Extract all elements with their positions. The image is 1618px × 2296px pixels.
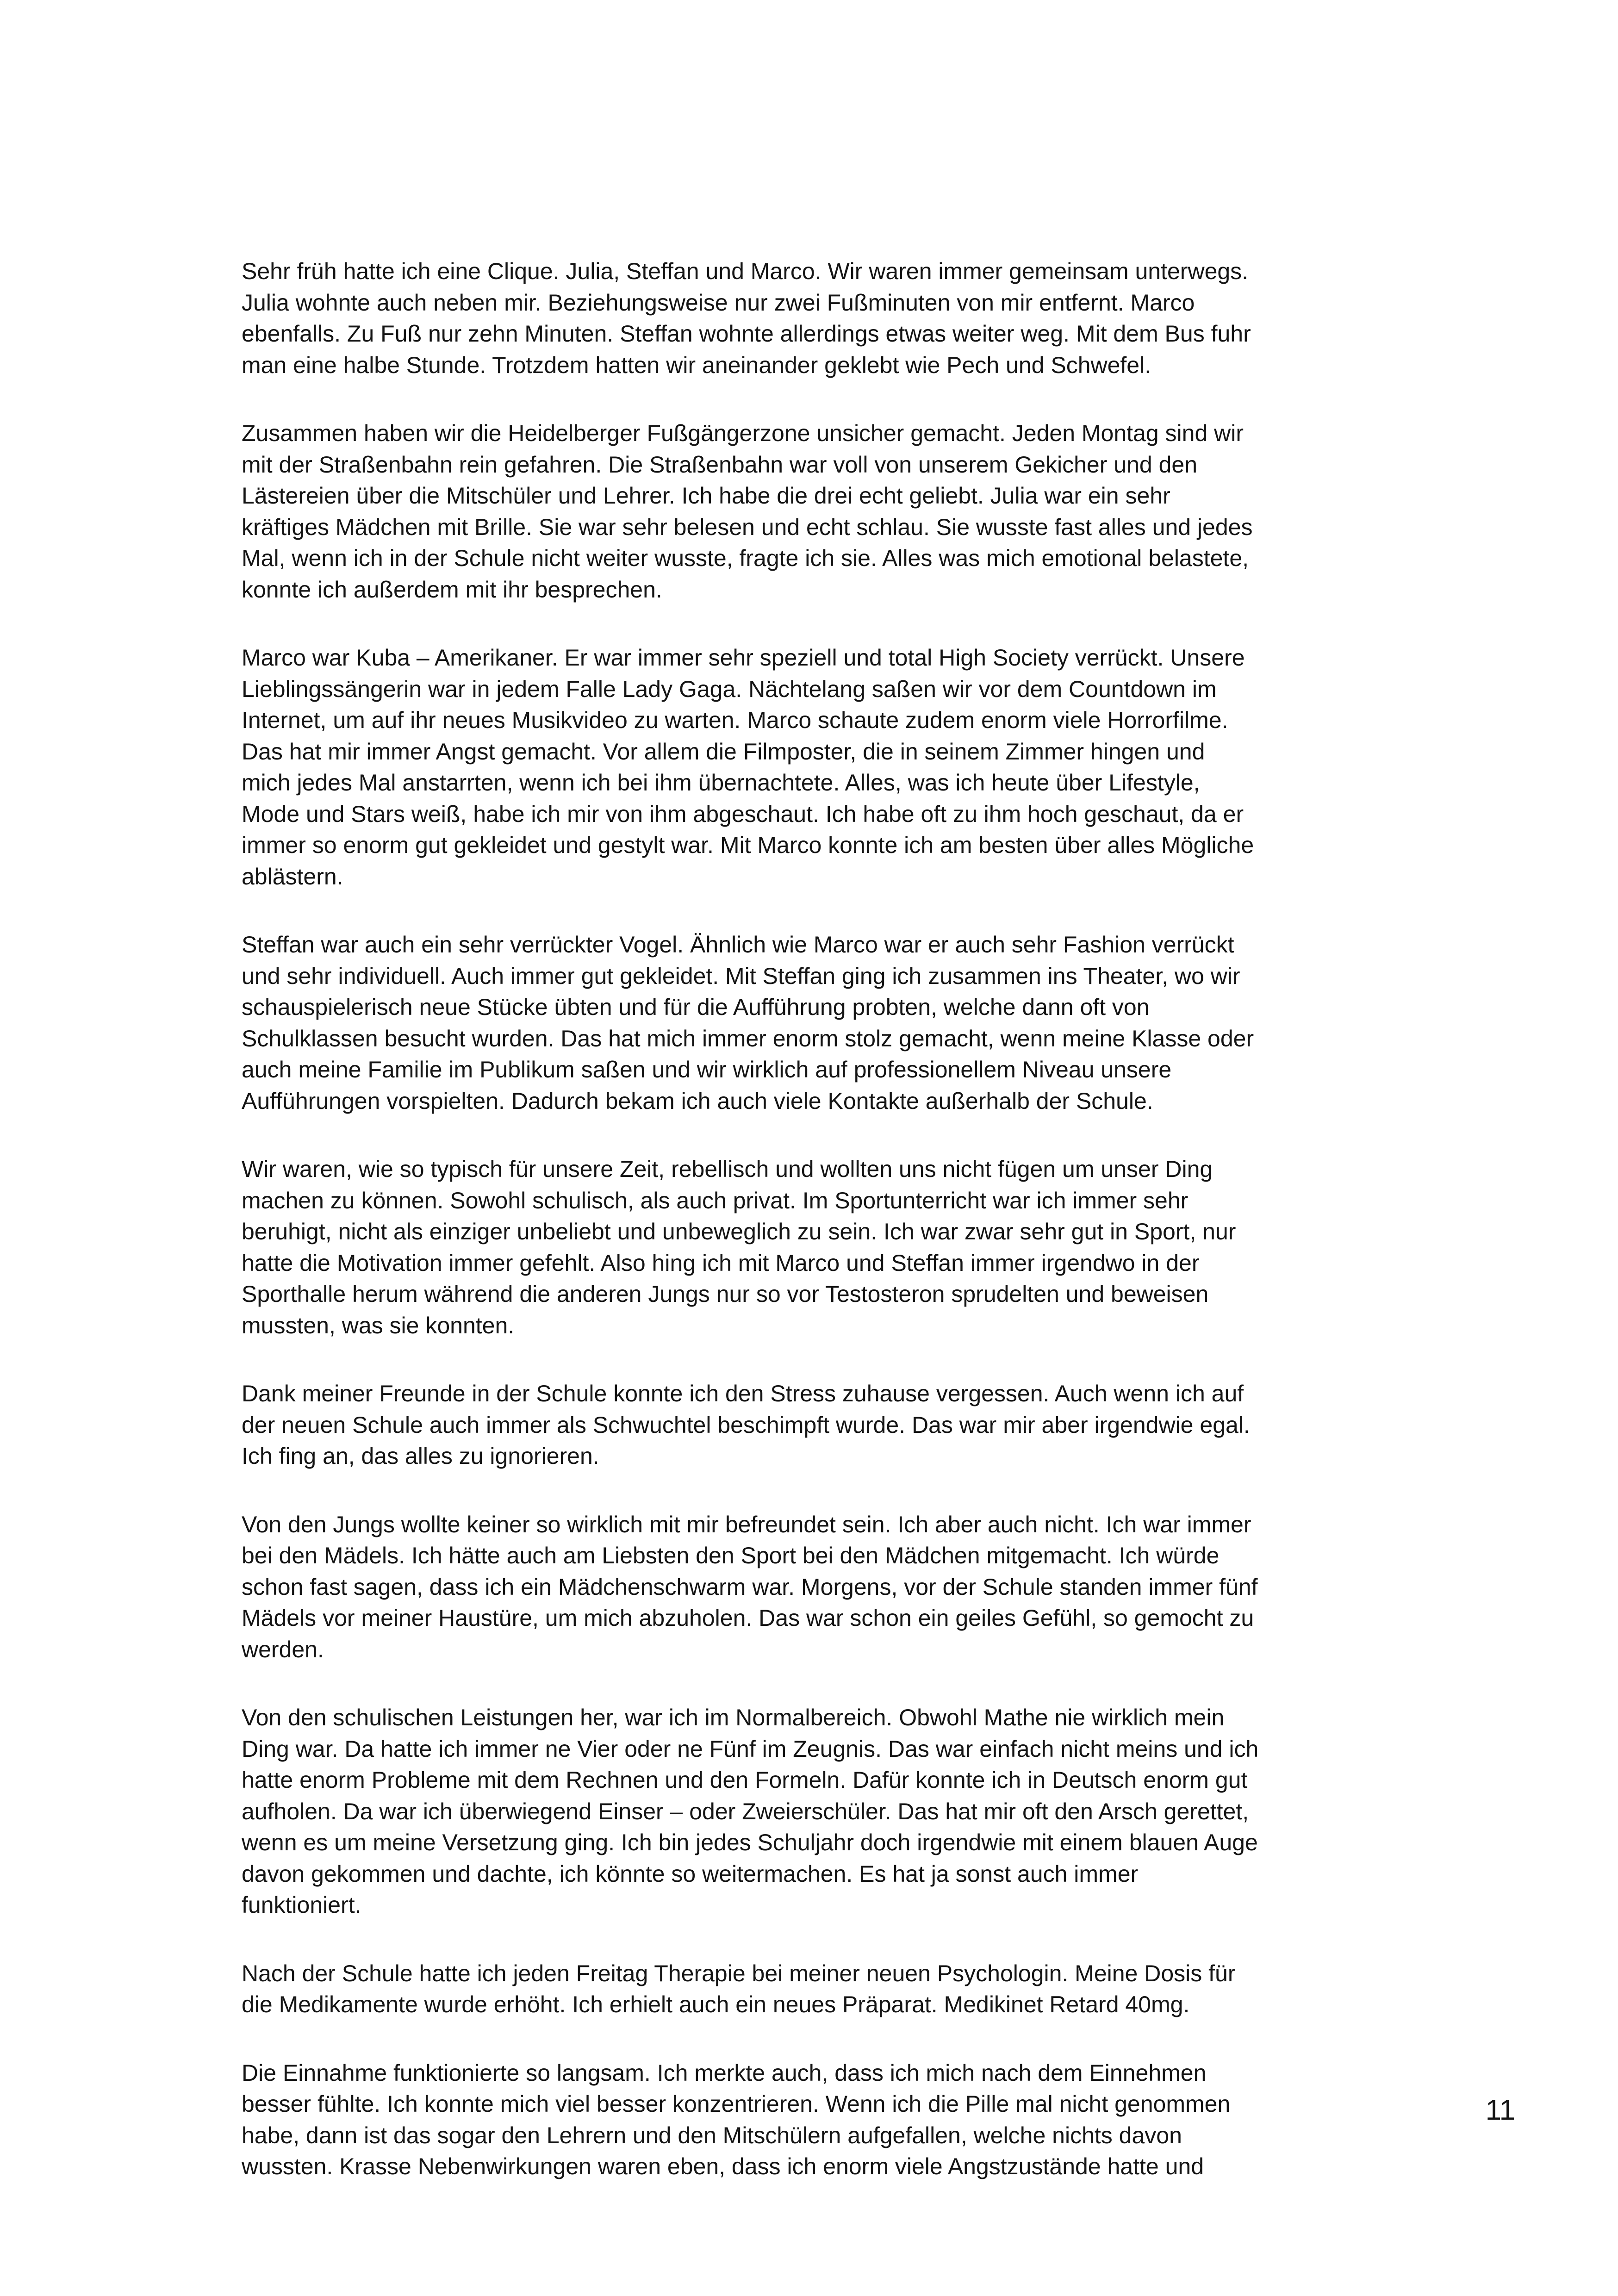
text-line: Sehr früh hatte ich eine Clique. Julia, Steffan und Marco. Wir waren immer gemeinsam unterwegs.	[242, 258, 1249, 284]
paragraph	[242, 1378, 1389, 1472]
text-line: habe, dann ist das sogar den Lehrern und den Mitschülern aufgefallen, welche nichts davon	[242, 2122, 1182, 2148]
paragraph	[242, 2058, 1389, 2183]
text-line: der neuen Schule auch immer als Schwuchtel beschimpft wurde. Das war mir aber irgendwie egal.	[242, 1412, 1250, 1438]
text-line: Lieblingssängerin war in jedem Falle Lady Gaga. Nächtelang saßen wir vor dem Countdown im	[242, 676, 1217, 702]
text-line: auch meine Familie im Publikum saßen und wir wirklich auf professionellem Niveau unsere	[242, 1057, 1172, 1083]
text-line: ablästern.	[242, 863, 343, 890]
text-line: Marco war Kuba – Amerikaner. Er war immer sehr speziell und total High Society verrückt. Unsere	[242, 645, 1245, 671]
text-line: Dank meiner Freunde in der Schule konnte ich den Stress zuhause vergessen. Auch wenn ich auf	[242, 1381, 1244, 1406]
paragraph	[242, 1958, 1389, 2021]
text-line: Lästereien über die Mitschüler und Lehrer. Ich habe die drei echt geliebt. Julia war ein sehr	[242, 483, 1170, 509]
text-line: Von den Jungs wollte keiner so wirklich mit mir befreundet sein. Ich aber auch nicht. Ich war immer	[242, 1511, 1251, 1537]
text-line: Ich fing an, das alles zu ignorieren.	[242, 1443, 599, 1469]
text-line: Das hat mir immer Angst gemacht. Vor allem die Filmposter, die in seinem Zimmer hingen und	[242, 738, 1205, 765]
text-line: und sehr individuell. Auch immer gut gekleidet. Mit Steffan ging ich zusammen ins Theater, wo wir	[242, 963, 1240, 989]
text-line: besser fühlte. Ich konnte mich viel besser konzentrieren. Wenn ich die Pille mal nicht genommen	[242, 2091, 1231, 2117]
text-line: Aufführungen vorspielten. Dadurch bekam ich auch viele Kontakte außerhalb der Schule.	[242, 1088, 1153, 1114]
text-line: Zusammen haben wir die Heidelberger Fußgängerzone unsicher gemacht. Jeden Montag sind wir	[242, 420, 1244, 446]
text-line: Internet, um auf ihr neues Musikvideo zu warten. Marco schaute zudem enorm viele Horrorfilme.	[242, 707, 1228, 733]
paragraph	[242, 1154, 1389, 1341]
text-line: werden.	[242, 1636, 324, 1662]
text-line: konnte ich außerdem mit ihr besprechen.	[242, 576, 662, 603]
text-line: immer so enorm gut gekleidet und gestylt war. Mit Marco konnte ich am besten über alles Mögliche	[242, 832, 1254, 858]
text-line: die Medikamente wurde erhöht. Ich erhielt auch ein neues Präparat. Medikinet Retard 40mg.	[242, 1991, 1190, 2017]
text-line: hatte die Motivation immer gefehlt. Also hing ich mit Marco und Steffan immer irgendwo in der	[242, 1250, 1200, 1276]
text-line: Sporthalle herum während die anderen Jungs nur so vor Testosteron sprudelten und beweisen	[242, 1281, 1209, 1307]
text-line: mich jedes Mal anstarrten, wenn ich bei ihm übernachtete. Alles, was ich heute über Lifestyle,	[242, 770, 1200, 796]
text-line: ebenfalls. Zu Fuß nur zehn Minuten. Steffan wohnte allerdings etwas weiter weg. Mit dem Bus fuhr	[242, 321, 1251, 347]
page-number: 11	[1485, 2094, 1515, 2126]
text-line: bei den Mädels. Ich hätte auch am Liebsten den Sport bei den Mädchen mitgemacht. Ich würde	[242, 1543, 1220, 1568]
text-line: Wir waren, wie so typisch für unsere Zeit, rebellisch und wollten uns nicht fügen um unser Ding	[242, 1156, 1213, 1182]
paragraph	[242, 256, 1389, 381]
text-line: Steffan war auch ein sehr verrückter Vogel. Ähnlich wie Marco war er auch sehr Fashion verrückt	[242, 932, 1234, 958]
text-line: mit der Straßenbahn rein gefahren. Die Straßenbahn war voll von unserem Gekicher und den	[242, 451, 1198, 478]
text-line: schon fast sagen, dass ich ein Mädchenschwarm war. Morgens, vor der Schule standen immer fünf	[242, 1574, 1258, 1600]
text-line: Von den schulischen Leistungen her, war ich im Normalbereich. Obwohl Mathe nie wirklich mein	[242, 1705, 1225, 1730]
text-line: beruhigt, nicht als einziger unbeliebt und unbeweglich zu sein. Ich war zwar sehr gut in Sport, nur	[242, 1219, 1236, 1244]
text-line: Nach der Schule hatte ich jeden Freitag Therapie bei meiner neuen Psychologin. Meine Dosis für	[242, 1960, 1236, 1986]
text-line: davon gekommen und dachte, ich könnte so weitermachen. Es hat ja sonst auch immer	[242, 1860, 1139, 1887]
text-line: Schulklassen besucht wurden. Das hat mich immer enorm stolz gemacht, wenn meine Klasse oder	[242, 1025, 1254, 1052]
text-line: Mode und Stars weiß, habe ich mir von ihm abgeschaut. Ich habe oft zu ihm hoch geschaut, da er	[242, 801, 1244, 827]
text-line: wenn es um meine Versetzung ging. Ich bin jedes Schuljahr doch irgendwie mit einem blauen Auge	[242, 1829, 1258, 1855]
text-line: Die Einnahme funktionierte so langsam. Ich merkte auch, dass ich mich nach dem Einnehmen	[242, 2060, 1207, 2086]
text-line: Ding war. Da hatte ich immer ne Vier oder ne Fünf im Zeugnis. Das war einfach nicht meins und ich	[242, 1736, 1259, 1762]
text-line: machen zu können. Sowohl schulisch, als auch privat. Im Sportunterricht war ich immer sehr	[242, 1187, 1189, 1213]
text-line: hatte enorm Probleme mit dem Rechnen und den Formeln. Dafür konnte ich in Deutsch enorm gut	[242, 1767, 1248, 1793]
text-line: Julia wohnte auch neben mir. Beziehungsweise nur zwei Fußminuten von mir entfernt. Marco	[242, 289, 1195, 316]
text-line: man eine halbe Stunde. Trotzdem hatten wir aneinander geklebt wie Pech und Schwefel.	[242, 352, 1151, 378]
body-text	[242, 256, 1389, 2220]
text-line: Mal, wenn ich in der Schule nicht weiter wusste, fragte ich sie. Alles was mich emotional belastete,	[242, 545, 1249, 571]
text-line: Mädels vor meiner Haustüre, um mich abzuholen. Das war schon ein geiles Gefühl, so gemocht zu	[242, 1605, 1254, 1631]
text-line: funktioniert.	[242, 1892, 361, 1918]
paragraph	[242, 929, 1389, 1117]
paragraph	[242, 418, 1389, 605]
text-line: schauspielerisch neue Stücke übten und für die Aufführung probten, welche dann oft von	[242, 994, 1150, 1020]
text-line: mussten, was sie konnten.	[242, 1312, 515, 1338]
paragraph	[242, 1509, 1389, 1666]
text-line: kräftiges Mädchen mit Brille. Sie war sehr belesen und echt schlau. Sie wusste fast alles und jedes	[242, 514, 1253, 540]
paragraph	[242, 1702, 1389, 1921]
text-line: aufholen. Da war ich überwiegend Einser – oder Zweierschüler. Das hat mir oft den Arsch gerettet,	[242, 1798, 1249, 1824]
paragraph	[242, 642, 1389, 892]
text-line: wussten. Krasse Nebenwirkungen waren eben, dass ich enorm viele Angstzustände hatte und	[242, 2153, 1204, 2179]
